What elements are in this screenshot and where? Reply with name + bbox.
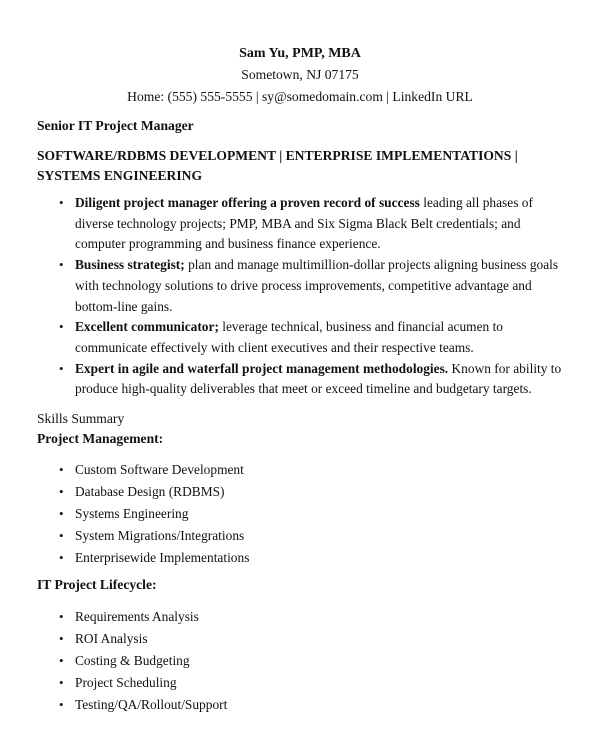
project-management-heading: Project Management: [37, 431, 164, 446]
summary-item-lead: Diligent project manager offering a proven record of success [75, 195, 420, 210]
skill-item: • Custom Software Development [75, 459, 249, 481]
it-lifecycle-list [75, 606, 227, 716]
specialty-headline: SOFTWARE/RDBMS DEVELOPMENT | ENTERPRISE IMPLEMENTATIONS | SYSTEMS ENGINEERING [37, 148, 518, 183]
summary-item-text: leading all phases of diverse technology projects; PMP, MBA and Six Sigma Black Belt credentials; and computer programming and business finance experience. [75, 195, 533, 252]
it-lifecycle-heading: IT Project Lifecycle: [37, 577, 157, 592]
candidate-contact: Home: (555) 555-5555 | sy@somedomain.com | LinkedIn URL [127, 89, 473, 104]
job-title: Senior IT Project Manager [37, 118, 194, 133]
skill-item: • Project Scheduling [75, 672, 227, 694]
summary-item-lead: Expert in agile and waterfall project management methodologies. [75, 360, 449, 376]
summary-item-text: Known for ability to produce high-quality deliverables that meet or exceed timeline and budgetary targets. [75, 360, 562, 397]
summary-item [75, 359, 565, 400]
summary-item [75, 255, 565, 317]
skill-item: • System Migrations/Integrations [75, 525, 249, 547]
summary-item-text: plan and manage multimillion-dollar projects aligning business goals with technology solutions to drive process improvements, competitive advantage and bottom-line gains. [75, 257, 559, 314]
summary-item [75, 193, 565, 255]
project-management-list [75, 459, 249, 569]
summary-item-text: leverage technical, business and financial acumen to communicate effectively with client executives and their respective teams. [75, 319, 503, 355]
summary-item-lead: Excellent communicator; [75, 319, 219, 335]
skills-summary-label: Skills Summary [37, 411, 125, 426]
summary-list [75, 193, 565, 400]
skill-item: • Enterprisewide Implementations [75, 547, 249, 569]
summary-item-lead: Business strategist; [75, 257, 185, 273]
skill-item: • Costing & Budgeting [75, 650, 227, 672]
skill-item: • Systems Engineering [75, 503, 249, 525]
candidate-address: Sometown, NJ 07175 [241, 67, 359, 82]
skill-item: • ROI Analysis [75, 628, 227, 650]
skill-item: • Requirements Analysis [75, 606, 227, 628]
candidate-name: Sam Yu, PMP, MBA [239, 46, 361, 61]
skill-item: • Testing/QA/Rollout/Support [75, 694, 227, 716]
summary-item [75, 317, 565, 358]
skill-item: • Database Design (RDBMS) [75, 481, 249, 503]
